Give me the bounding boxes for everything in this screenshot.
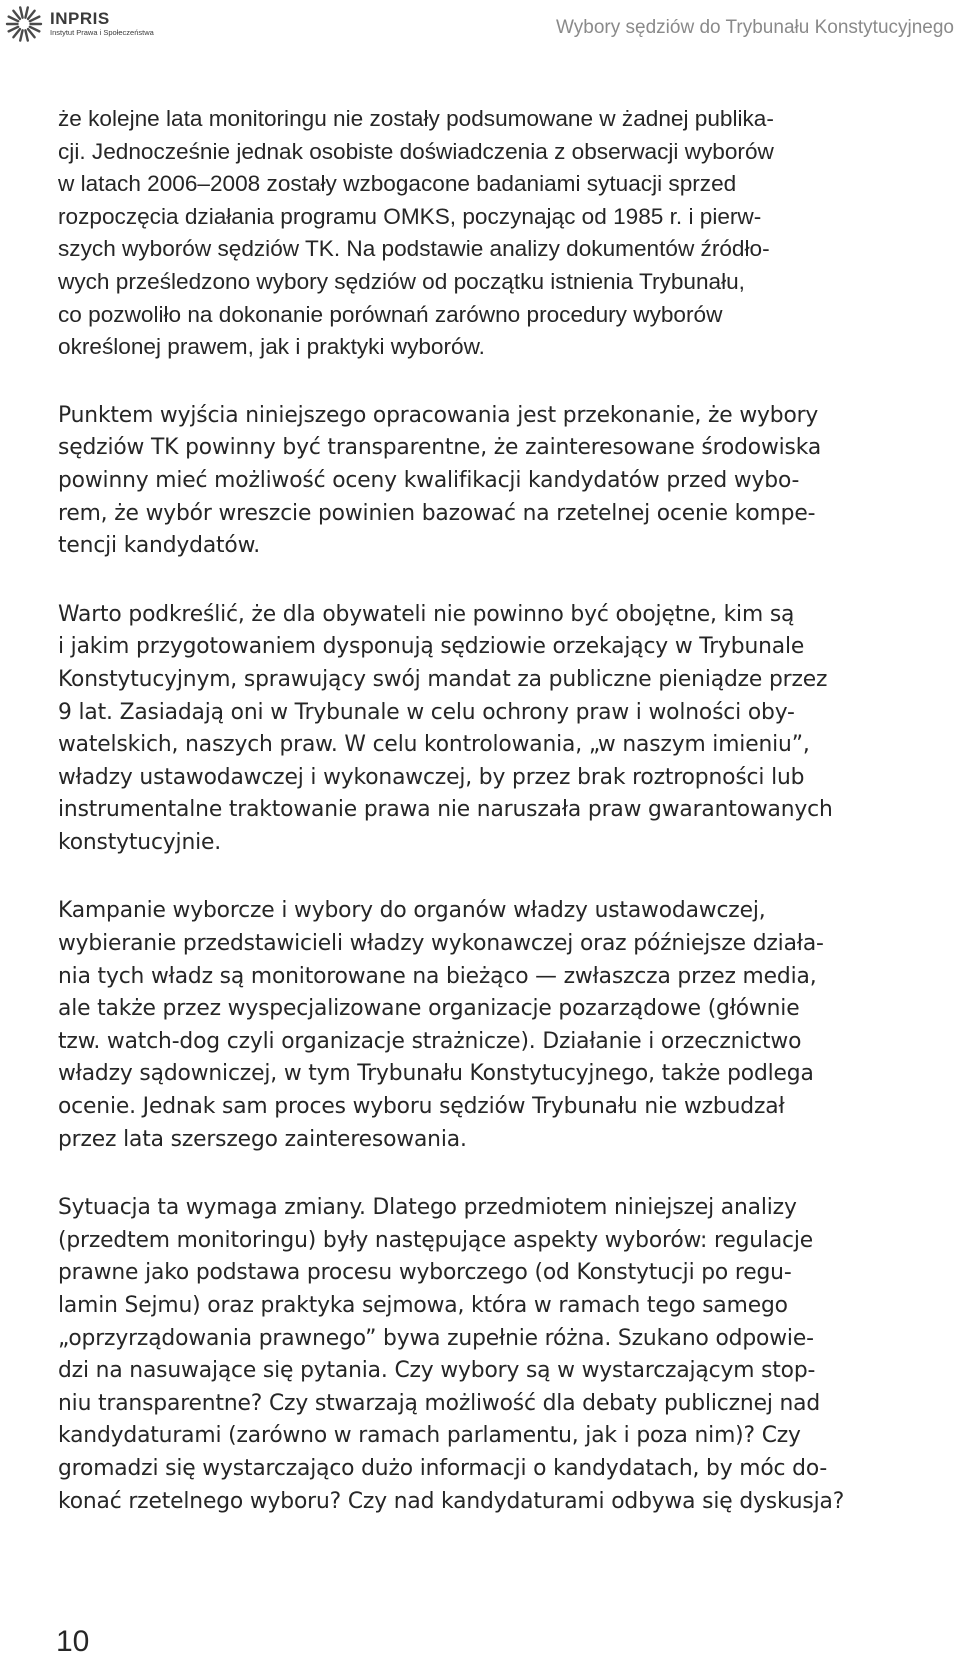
logo-ray <box>9 27 18 32</box>
paragraph-1 <box>58 103 908 364</box>
text-line: wybieranie przedstawicieli władzy wykonawczej oraz późniejsze działa- <box>58 931 824 957</box>
logo-ray <box>30 27 39 32</box>
text-line: „oprzyrządowania prawnego” bywa zupełnie różna. Szukano odpowie- <box>58 1325 814 1351</box>
text-line: sędziów TK powinny być transparentne, że zainteresowane środowiska <box>58 435 822 461</box>
logo-ray <box>28 11 35 19</box>
text-line: rem, że wybór wreszcie powinien bazować na rzetelnej ocenie kompe- <box>58 500 816 526</box>
text-line: rozpoczęcia działania programu OMKS, poczynając od 1985 r. i pierw- <box>58 203 762 229</box>
text-line: określonej prawem, jak i praktyki wyborów. <box>58 334 485 360</box>
logo-ray <box>20 30 22 40</box>
inpris-logo <box>4 4 164 44</box>
text-line: w latach 2006–2008 zostały wzbogacone badaniami sytuacji sprzed <box>58 171 737 197</box>
text-line: instrumentalne traktowanie prawa nie naruszała praw gwarantowanych <box>58 797 833 823</box>
logo-subtitle: Instytut Prawa i Społeczeństwa <box>50 28 154 37</box>
text-line: 9 lat. Zasiadają oni w Trybunale w celu ochrony praw i wolności oby- <box>58 699 795 725</box>
page-number: 10 <box>56 1625 90 1658</box>
logo-ray <box>28 29 35 37</box>
text-line: dzi na nasuwające się pytania. Czy wybory są w wystarczającym stop- <box>58 1358 816 1384</box>
running-title: Wybory sędziów do Trybunału Konstytucyjnego <box>556 17 954 38</box>
text-line: Konstytucyjnym, sprawujący swój mandat za publiczne pieniądze przez <box>58 666 828 692</box>
text-line: tzw. watch-dog czyli organizacje strażnicze). Działanie i orzecznictwo <box>58 1028 802 1054</box>
text-line: wych prześledzono wybory sędziów od początku istnienia Trybunału, <box>58 268 745 294</box>
text-line: ale także przez wyspecjalizowane organizacje pozarządowe (głównie <box>58 996 800 1022</box>
page-header <box>0 0 960 60</box>
paragraph-2 <box>58 400 908 563</box>
text-line: konstytucyjnie. <box>58 829 222 855</box>
logo-ray <box>25 30 27 40</box>
logo-ray <box>25 7 27 17</box>
text-line: cji. Jednocześnie jednak osobiste doświadczenia z obserwacji wyborów <box>58 138 774 164</box>
text-line: powinny mieć możliwość oceny kwalifikacji kandydatów przed wybo- <box>58 467 800 493</box>
text-line: nia tych władz są monitorowane na bieżąco — zwłaszcza przez media, <box>58 963 817 989</box>
text-line: szych wyborów sędziów TK. Na podstawie analizy dokumentów źródło- <box>58 236 770 262</box>
logo-ray <box>13 11 20 19</box>
text-line: przez lata szerszego zainteresowania. <box>58 1126 467 1152</box>
logo-ray <box>30 17 39 22</box>
text-line: prawne jako podstawa procesu wyborczego (od Konstytucji po regu- <box>58 1260 792 1286</box>
logo-name: INPRIS <box>50 9 110 28</box>
sunburst-logo-icon <box>4 4 44 44</box>
paragraph-5 <box>58 1192 908 1518</box>
text-line: watelskich, naszych praw. W celu kontrolowania, „w naszym imieniu”, <box>58 732 810 758</box>
text-line: Warto podkreślić, że dla obywateli nie powinno być obojętne, kim są <box>58 601 795 627</box>
logo-ray <box>13 29 20 37</box>
text-line: Punktem wyjścia niniejszego opracowania jest przekonanie, że wybory <box>58 402 819 428</box>
text-line: gromadzi się wystarczająco dużo informacji o kandydatach, by móc do- <box>58 1455 828 1481</box>
paragraph-4 <box>58 895 908 1156</box>
text-line: ocenie. Jednak sam proces wyboru sędziów Trybunału nie wzbudzał <box>58 1094 785 1120</box>
text-line: (przedtem monitoringu) były następujące aspekty wyborów: regulacje <box>58 1227 814 1253</box>
body-text <box>58 103 908 1554</box>
text-line: władzy sądowniczej, w tym Trybunału Konstytucyjnego, także podlega <box>58 1061 814 1087</box>
text-line: Sytuacja ta wymaga zmiany. Dlatego przedmiotem niniejszej analizy <box>58 1195 797 1221</box>
text-line: konać rzetelnego wyboru? Czy nad kandydaturami odbywa się dyskusja? <box>58 1488 845 1514</box>
text-line: co pozwoliło na dokonanie porównań zarówno procedury wyborów <box>58 301 723 327</box>
text-line: władzy ustawodawczej i wykonawczej, by przez brak roztropności lub <box>58 764 805 790</box>
text-line: Kampanie wyborcze i wybory do organów władzy ustawodawczej, <box>58 898 766 924</box>
text-line: tencji kandydatów. <box>58 533 261 559</box>
logo-ray <box>9 17 18 22</box>
text-line: że kolejne lata monitoringu nie zostały podsumowane w żadnej publika- <box>58 106 774 131</box>
text-line: lamin Sejmu) oraz praktyka sejmowa, która w ramach tego samego <box>58 1293 788 1318</box>
paragraph-3 <box>58 599 908 860</box>
logo-ray <box>20 7 22 17</box>
logo-text <box>50 10 154 38</box>
text-line: i jakim przygotowaniem dysponują sędziowie orzekający w Trybunale <box>58 634 805 660</box>
text-line: niu transparentne? Czy stwarzają możliwość dla debaty publicznej nad <box>58 1390 821 1416</box>
text-line: kandydaturami (zarówno w ramach parlamentu, jak i poza nim)? Czy <box>58 1423 801 1449</box>
